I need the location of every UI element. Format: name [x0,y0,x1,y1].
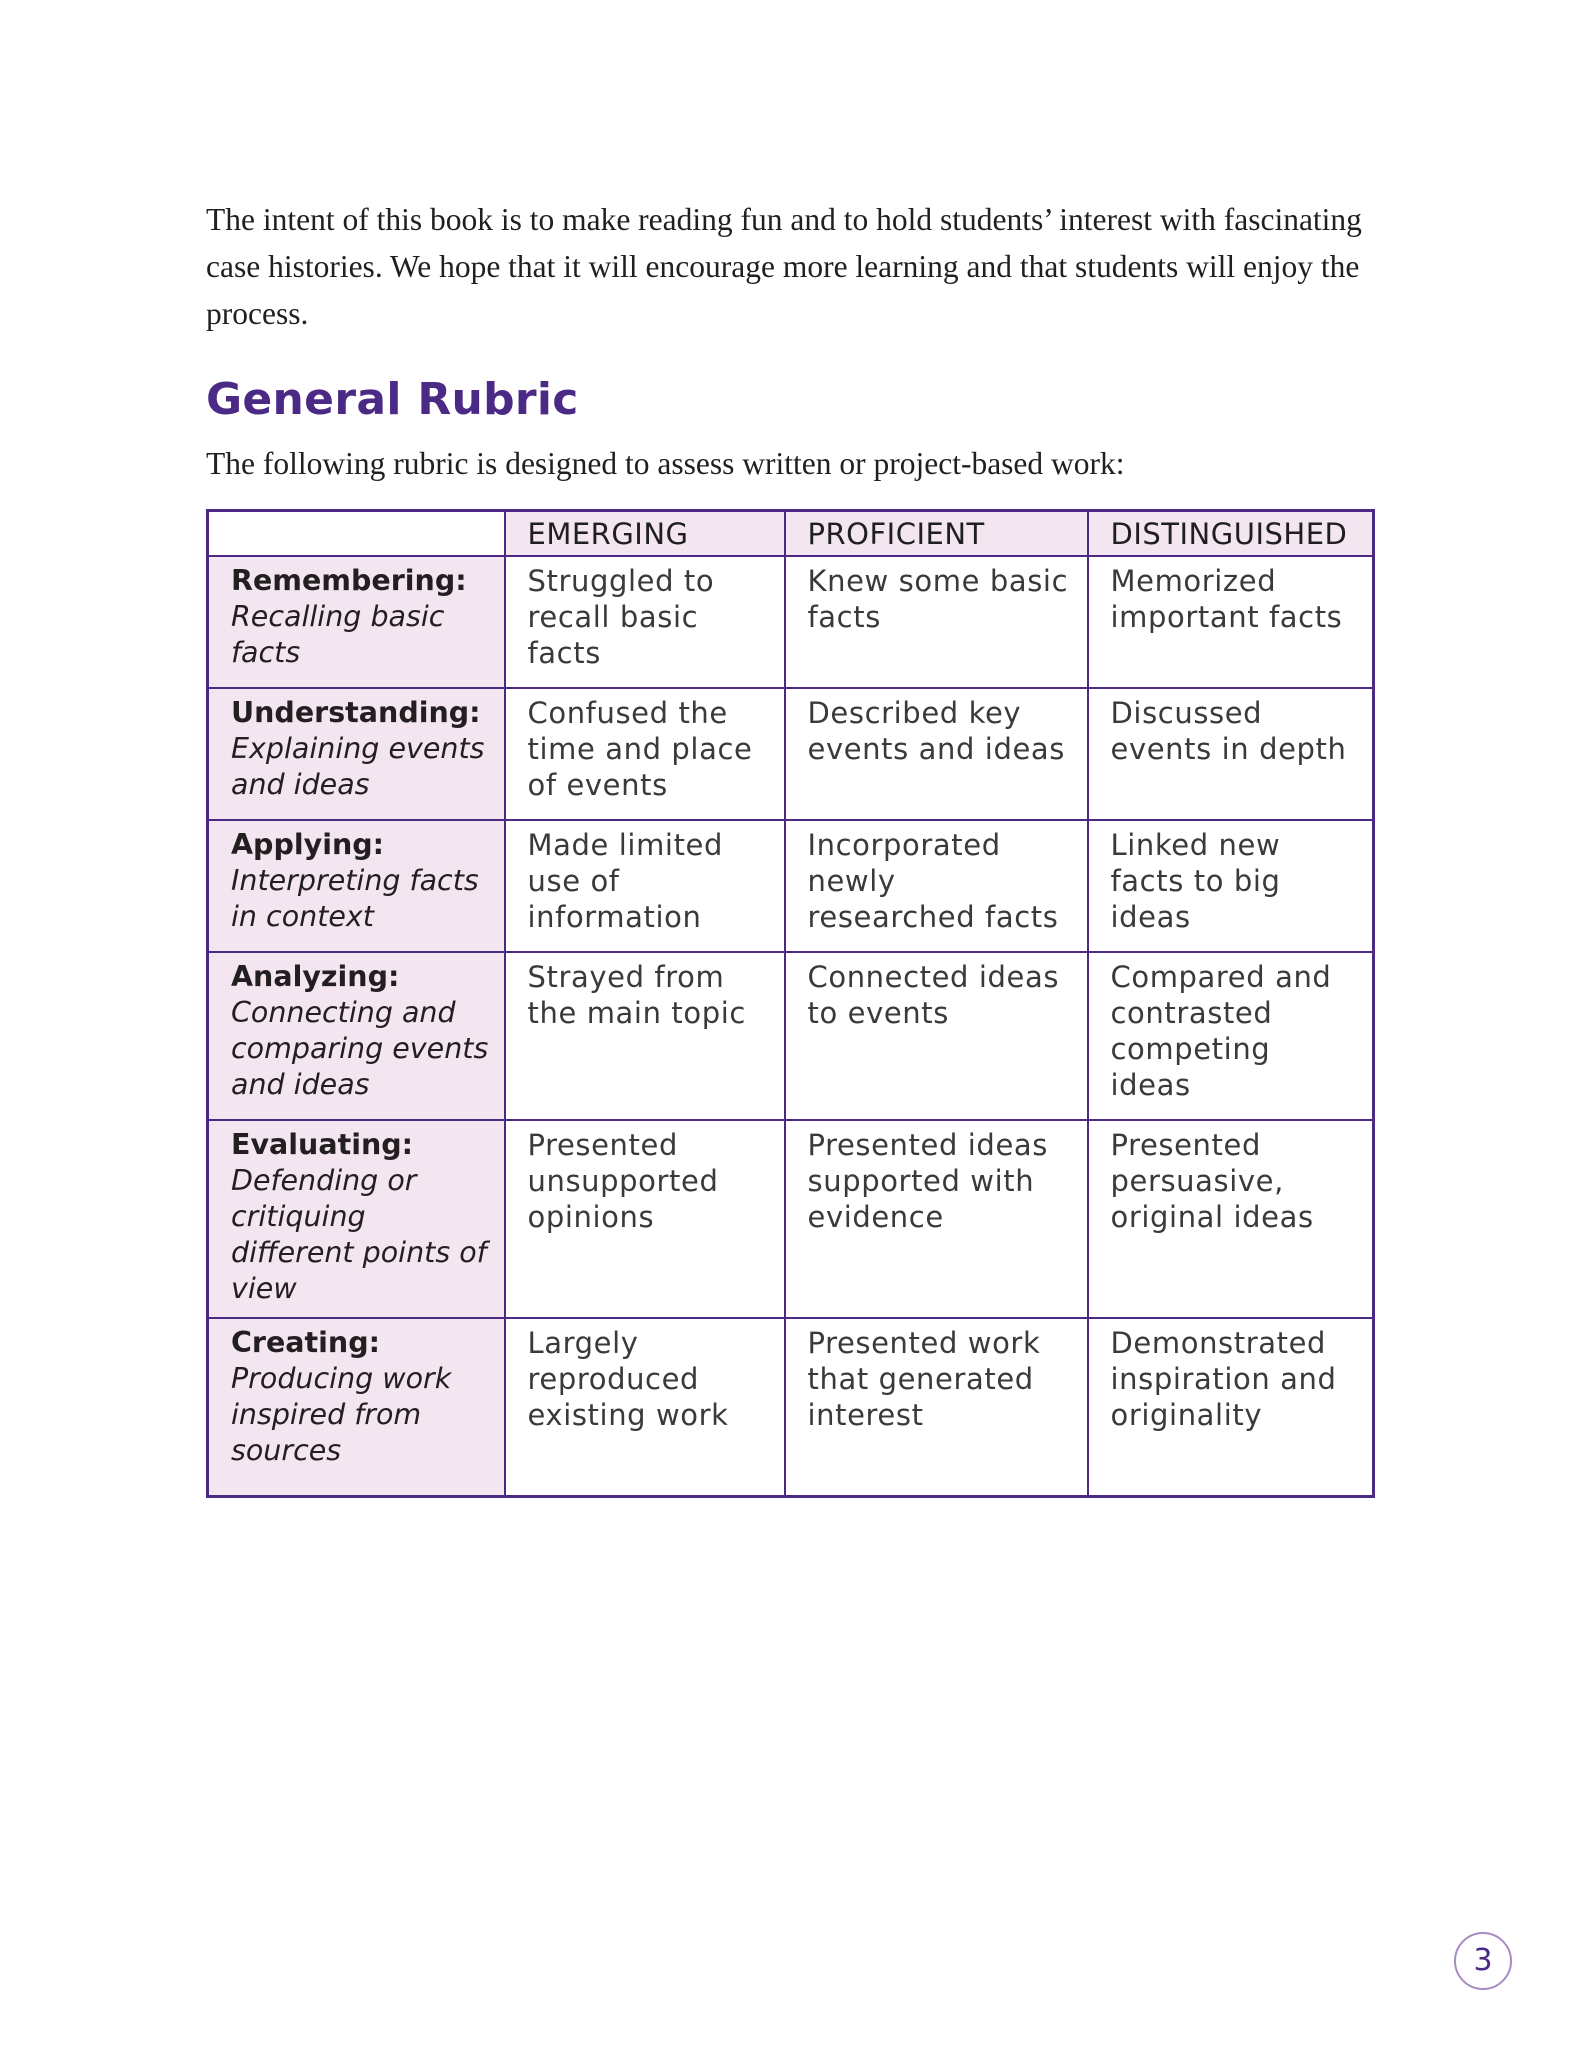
distinguished-cell: Presented persuasive, original ideas [1088,1120,1374,1318]
skill-name: Creating: [231,1326,381,1359]
skill-cell [208,820,505,952]
section-title: General Rubric [206,374,579,425]
rubric-table [206,509,1375,1498]
rubric-header-row [208,511,1374,557]
rubric-row-understanding [208,688,1374,820]
skill-description: Explaining events and ideas [231,732,485,801]
skill-cell [208,1318,505,1497]
skill-cell [208,688,505,820]
page-number-badge: 3 [1454,1932,1512,1990]
emerging-cell: Made limited use of information [505,820,785,952]
rubric-row-analyzing [208,952,1374,1120]
proficient-cell: Incorporated newly researched facts [785,820,1088,952]
rubric-header-emerging: EMERGING [505,511,785,557]
skill-description: Interpreting facts in context [231,864,479,933]
skill-description: Recalling basic facts [231,600,445,669]
distinguished-cell: Linked new facts to big ideas [1088,820,1374,952]
distinguished-cell: Memorized important facts [1088,556,1374,688]
emerging-cell: Strayed from the main topic [505,952,785,1120]
distinguished-cell: Demonstrated inspiration and originality [1088,1318,1374,1497]
intro-paragraph: The intent of this book is to make reading fun and to hold students’ interest with fascinating case histories. We hope that it will encourage more learning and that students will enjoy the process. [206,202,1362,331]
proficient-cell: Described key events and ideas [785,688,1088,820]
skill-name: Remembering: [231,564,467,597]
emerging-cell: Presented unsupported opinions [505,1120,785,1318]
skill-description: Defending or critiquing different points of view [231,1164,487,1305]
skill-cell [208,1120,505,1318]
emerging-cell: Confused the time and place of events [505,688,785,820]
skill-name: Understanding: [231,696,481,729]
skill-cell [208,952,505,1120]
proficient-cell: Knew some basic facts [785,556,1088,688]
rubric-row-remembering [208,556,1374,688]
skill-cell [208,556,505,688]
proficient-cell: Presented ideas supported with evidence [785,1120,1088,1318]
skill-name: Applying: [231,828,385,861]
rubric-header-distinguished: DISTINGUISHED [1088,511,1374,557]
rubric-row-applying [208,820,1374,952]
distinguished-cell: Discussed events in depth [1088,688,1374,820]
rubric-header-blank [208,511,505,557]
rubric-lead-text: The following rubric is designed to assess written or project-based work: [206,446,1125,481]
skill-name: Analyzing: [231,960,400,993]
skill-description: Connecting and comparing events and ideas [231,996,489,1101]
distinguished-cell: Compared and contrasted competing ideas [1088,952,1374,1120]
rubric-row-evaluating [208,1120,1374,1318]
skill-name: Evaluating: [231,1128,414,1161]
rubric-row-creating [208,1318,1374,1497]
proficient-cell: Connected ideas to events [785,952,1088,1120]
skill-description: Producing work inspired from sources [231,1362,452,1467]
emerging-cell: Largely reproduced existing work [505,1318,785,1497]
proficient-cell: Presented work that generated interest [785,1318,1088,1497]
rubric-header-proficient: PROFICIENT [785,511,1088,557]
emerging-cell: Struggled to recall basic facts [505,556,785,688]
